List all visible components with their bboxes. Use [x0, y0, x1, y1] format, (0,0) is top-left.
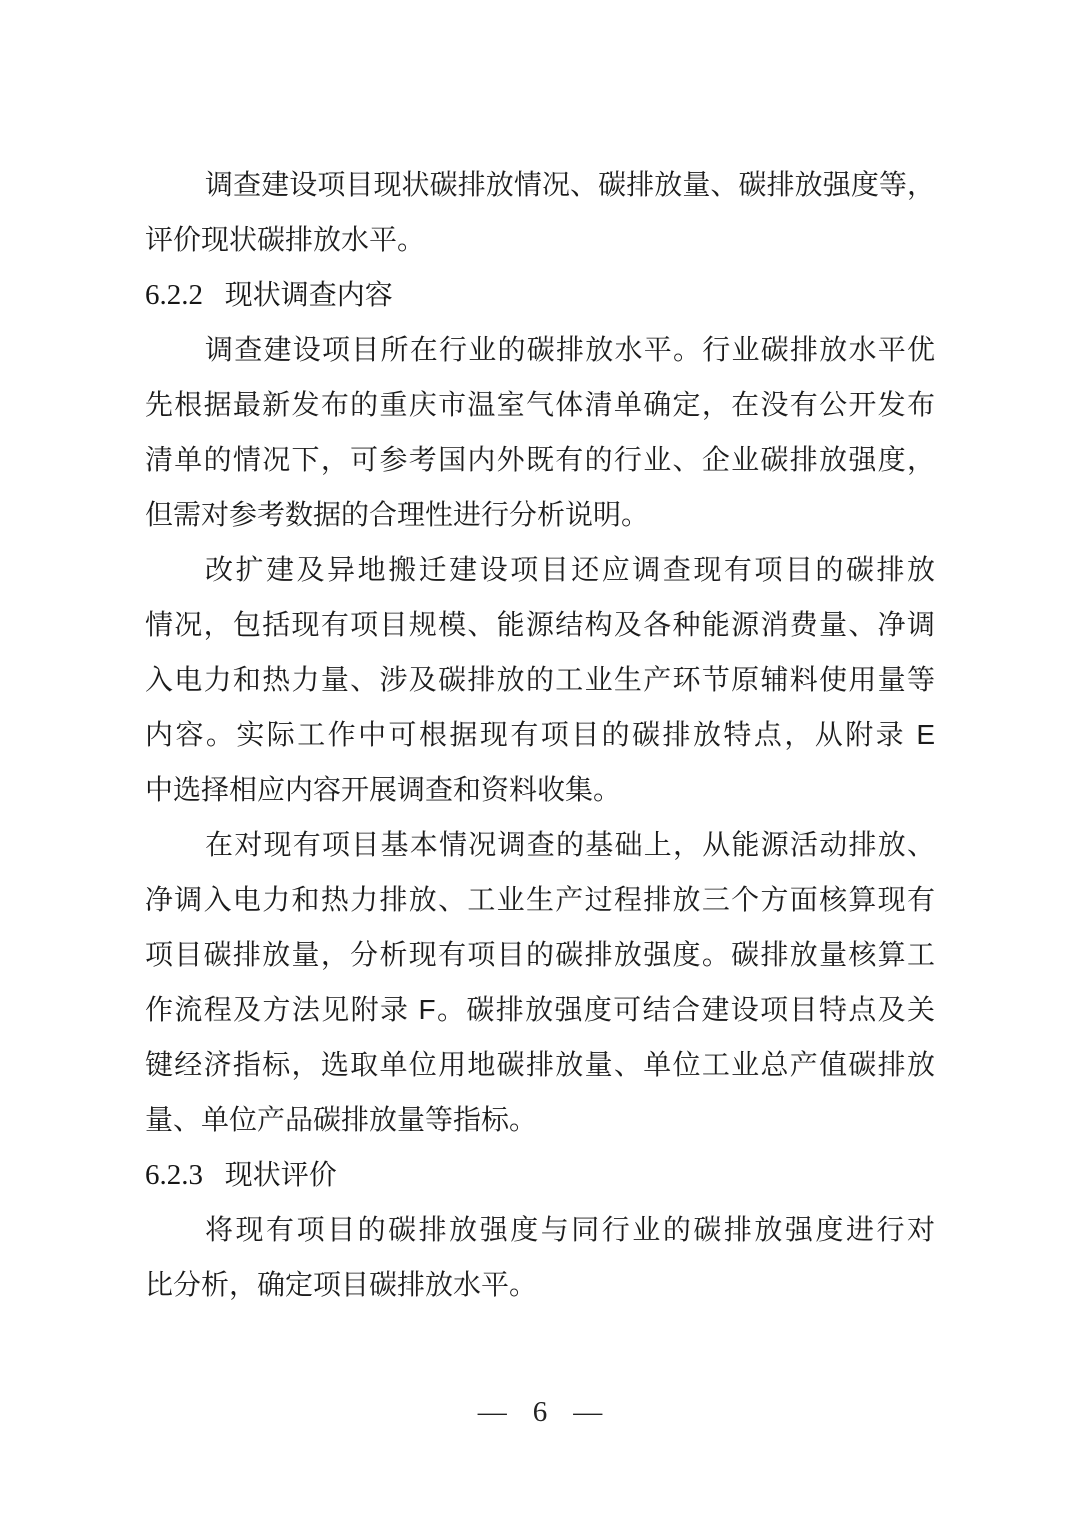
text-line: 先根据最新发布的重庆市温室气体清单确定，在没有公开发布	[145, 389, 935, 420]
text-line: 内容。实际工作中可根据现有项目的碳排放特点，从附录 E	[145, 719, 935, 750]
paragraph	[145, 542, 935, 817]
page-number: 6	[532, 1396, 548, 1428]
document-content	[145, 157, 935, 1312]
text-line: 将现有项目的碳排放强度与同行业的碳排放强度进行对	[205, 1214, 935, 1245]
paragraph	[145, 817, 935, 1147]
section-heading-6-2-2	[145, 267, 935, 322]
text-line: 调查建设项目所在行业的碳排放水平。行业碳排放水平优	[205, 334, 935, 365]
footer-dash-right: —	[573, 1396, 603, 1428]
text-line: 项目碳排放量，分析现有项目的碳排放强度。碳排放量核算工	[145, 939, 935, 970]
text-line: 比分析，确定项目碳排放水平。	[145, 1269, 538, 1300]
text-line: 键经济指标，选取单位用地碳排放量、单位工业总产值碳排放	[145, 1049, 935, 1080]
text-line: 评价现状碳排放水平。	[145, 224, 426, 255]
text-line: 净调入电力和热力排放、工业生产过程排放三个方面核算现有	[145, 884, 935, 915]
text-line: 中选择相应内容开展调查和资料收集。	[145, 774, 622, 805]
text-line: 作流程及方法见附录 F。碳排放强度可结合建设项目特点及关	[145, 994, 935, 1025]
text-line: 入电力和热力量、涉及碳排放的工业生产环节原辅料使用量等	[145, 664, 935, 695]
paragraph	[145, 1202, 935, 1312]
paragraph	[145, 157, 935, 267]
text-line: 量、单位产品碳排放量等指标。	[145, 1104, 538, 1135]
section-number: 6.2.2	[145, 279, 203, 311]
text-line: 情况，包括现有项目规模、能源结构及各种能源消费量、净调	[145, 609, 935, 640]
paragraph	[145, 322, 935, 542]
section-number: 6.2.3	[145, 1159, 203, 1191]
text-line: 在对现有项目基本情况调查的基础上，从能源活动排放、	[205, 829, 935, 860]
page-footer	[0, 1396, 1080, 1429]
text-line: 清单的情况下，可参考国内外既有的行业、企业碳排放强度，	[145, 444, 935, 475]
text-line: 改扩建及异地搬迁建设项目还应调查现有项目的碳排放	[205, 554, 935, 585]
section-title: 现状调查内容	[224, 279, 393, 310]
section-title: 现状评价	[224, 1159, 337, 1190]
footer-dash-left: —	[477, 1396, 507, 1428]
text-line: 调查建设项目现状碳排放情况、碳排放量、碳排放强度等，	[205, 169, 935, 200]
section-heading-6-2-3	[145, 1147, 935, 1202]
text-line: 但需对参考数据的合理性进行分析说明。	[145, 499, 650, 530]
